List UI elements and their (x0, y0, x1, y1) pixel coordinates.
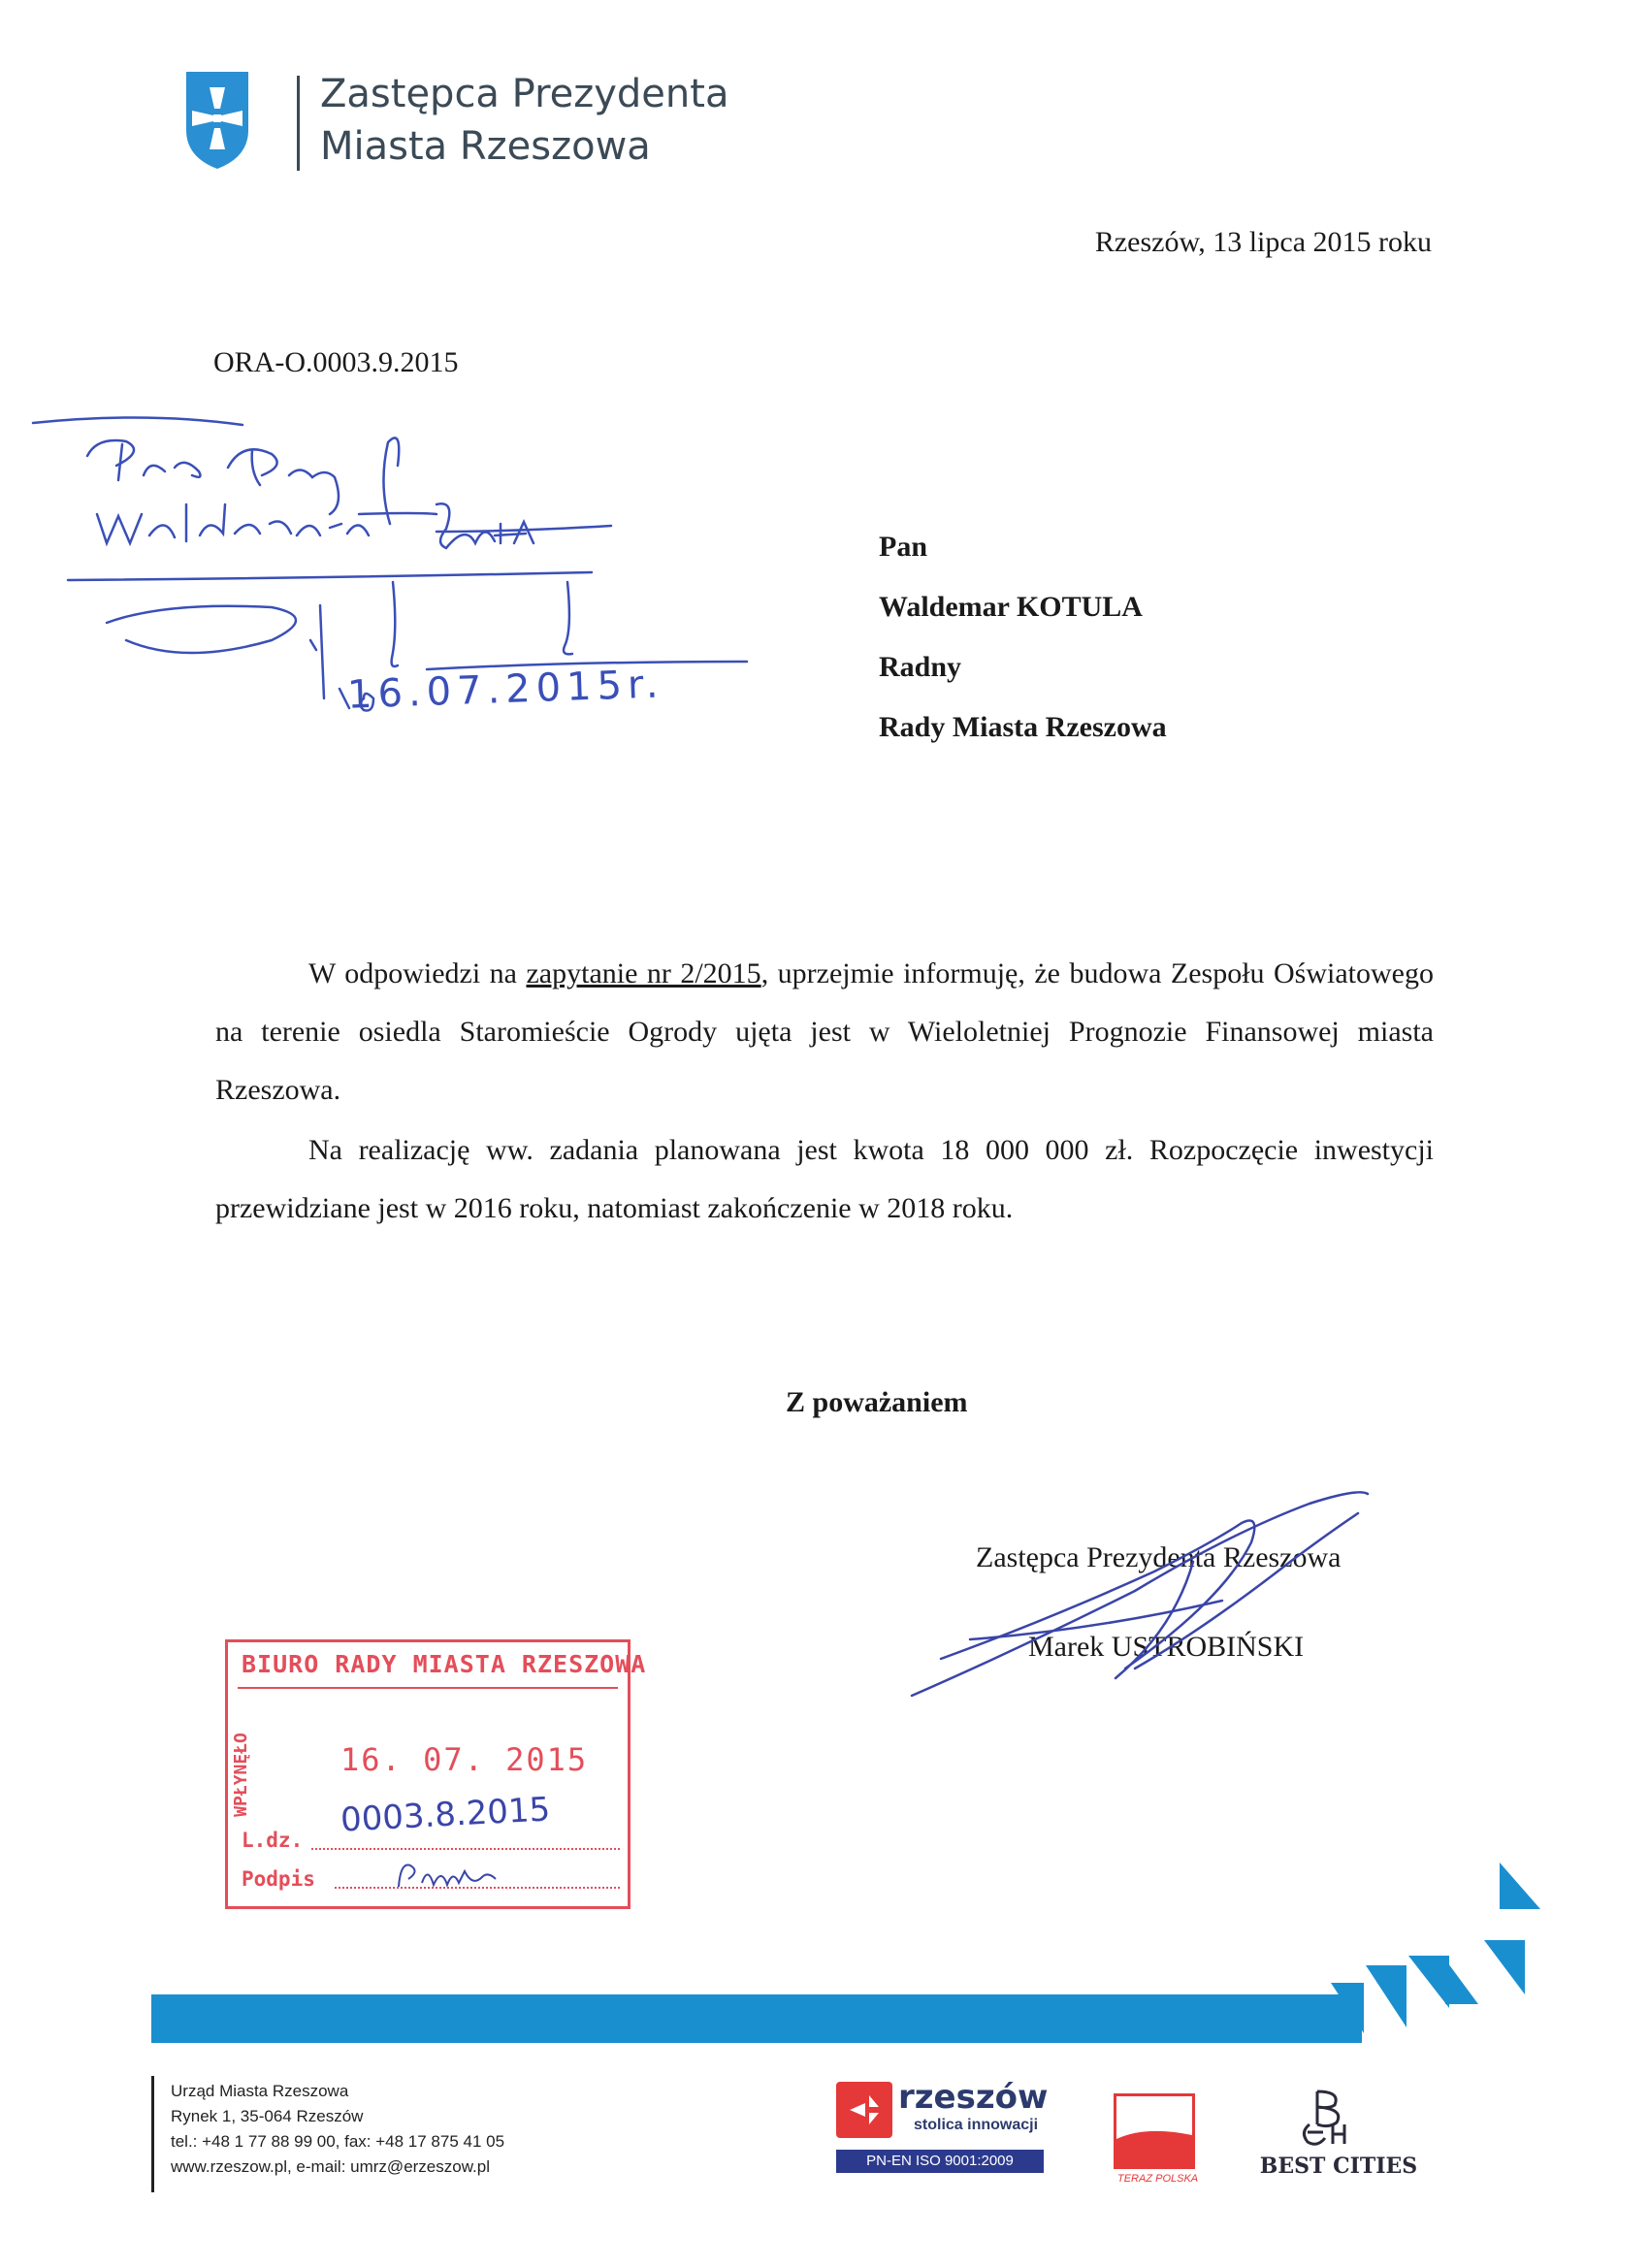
inquiry-link[interactable]: zapytanie nr 2/2015 (526, 957, 761, 989)
recipient-line1: Pan (879, 531, 928, 563)
stamp-signature-label: Podpis (242, 1867, 315, 1891)
rzeszow-logo-tagline: stolica innowacji (914, 2117, 1039, 2133)
teraz-polska-label: TERAZ POLSKA (1117, 2173, 1199, 2185)
signatory-name: Marek USTROBIŃSKI (1028, 1631, 1305, 1663)
recipient-institution: Rady Miasta Rzeszowa (879, 711, 1167, 743)
footer-address: Rynek 1, 35-064 Rzeszów (171, 2107, 364, 2125)
stamp-ldz-value: 0003.8.2015 (340, 1790, 552, 1840)
stamp-date: 16. 07. 2015 (340, 1741, 589, 1778)
recipient-name: Waldemar KOTULA (879, 591, 1143, 623)
stamp-ldz-dots (311, 1848, 620, 1850)
received-stamp (225, 1639, 647, 1909)
best-cities-monogram-icon (1296, 2086, 1364, 2150)
footer-band (151, 1994, 1362, 2043)
handwritten-note (29, 407, 766, 776)
body-paragraph-2: Na realizację ww. zadania planowana jest kwota 18 000 000 zł. Rozpoczęcie inwestycji przewidziane jest w 2016 roku, natomiast zakończenie w 2018 roku. (215, 1134, 1434, 1224)
city-coat-of-arms-icon (182, 68, 252, 173)
signatory-title: Zastępca Prezydenta Rzeszowa (976, 1541, 1342, 1573)
reference-number: ORA-O.0003.9.2015 (213, 346, 459, 378)
signature-scribble (902, 1484, 1387, 1707)
rzeszow-logo-icon (836, 2082, 892, 2138)
iso-badge: PN-EN ISO 9001:2009 (836, 2150, 1044, 2173)
letter-date: Rzeszów, 13 lipca 2015 roku (1094, 226, 1432, 258)
stamp-signature-scribble (395, 1858, 501, 1893)
best-cities-label: BEST CITIES (1259, 2154, 1418, 2179)
stamp-ldz-label: L.dz. (242, 1829, 304, 1852)
header-divider (297, 76, 300, 171)
teraz-polska-logo (1114, 2093, 1197, 2190)
stamp-header-line (238, 1687, 618, 1689)
handwritten-note-date: 16.07.2015r. (346, 662, 665, 718)
body-paragraph-1 (215, 945, 1434, 1119)
recipient-role: Radny (879, 651, 962, 683)
footer-phone: tel.: +48 1 77 88 99 00, fax: +48 17 875 41 05 (171, 2132, 505, 2151)
stamp-received-label: WPŁYNĘŁO (230, 1733, 251, 1817)
closing-phrase: Z poważaniem (786, 1386, 968, 1418)
best-cities-logo (1251, 2086, 1426, 2192)
rzeszow-logo (836, 2078, 1050, 2179)
teraz-polska-flag-icon (1114, 2093, 1195, 2169)
body-p1-after: , uprzejmie informuję, że budowa Zespołu Oświatowego na terenie osiedla Staromieście Ogrody ujęta jest w Wieloletniej Prognozie Finansowej miasta Rzeszowa. (215, 957, 1434, 1106)
stamp-header: BIURO RADY MIASTA RZESZOWA (242, 1650, 647, 1678)
header-title-line2: Miasta Rzeszowa (320, 124, 651, 169)
footer-divider (151, 2076, 154, 2192)
footer-web: www.rzeszow.pl, e-mail: umrz@erzeszow.pl (171, 2157, 491, 2176)
rzeszow-logo-name: rzeszów (898, 2078, 1049, 2117)
footer-office-name: Urząd Miasta Rzeszowa (171, 2082, 349, 2100)
header-title-line1: Zastępca Prezydenta (320, 72, 729, 116)
body-p1-before: W odpowiedzi na (308, 957, 527, 989)
